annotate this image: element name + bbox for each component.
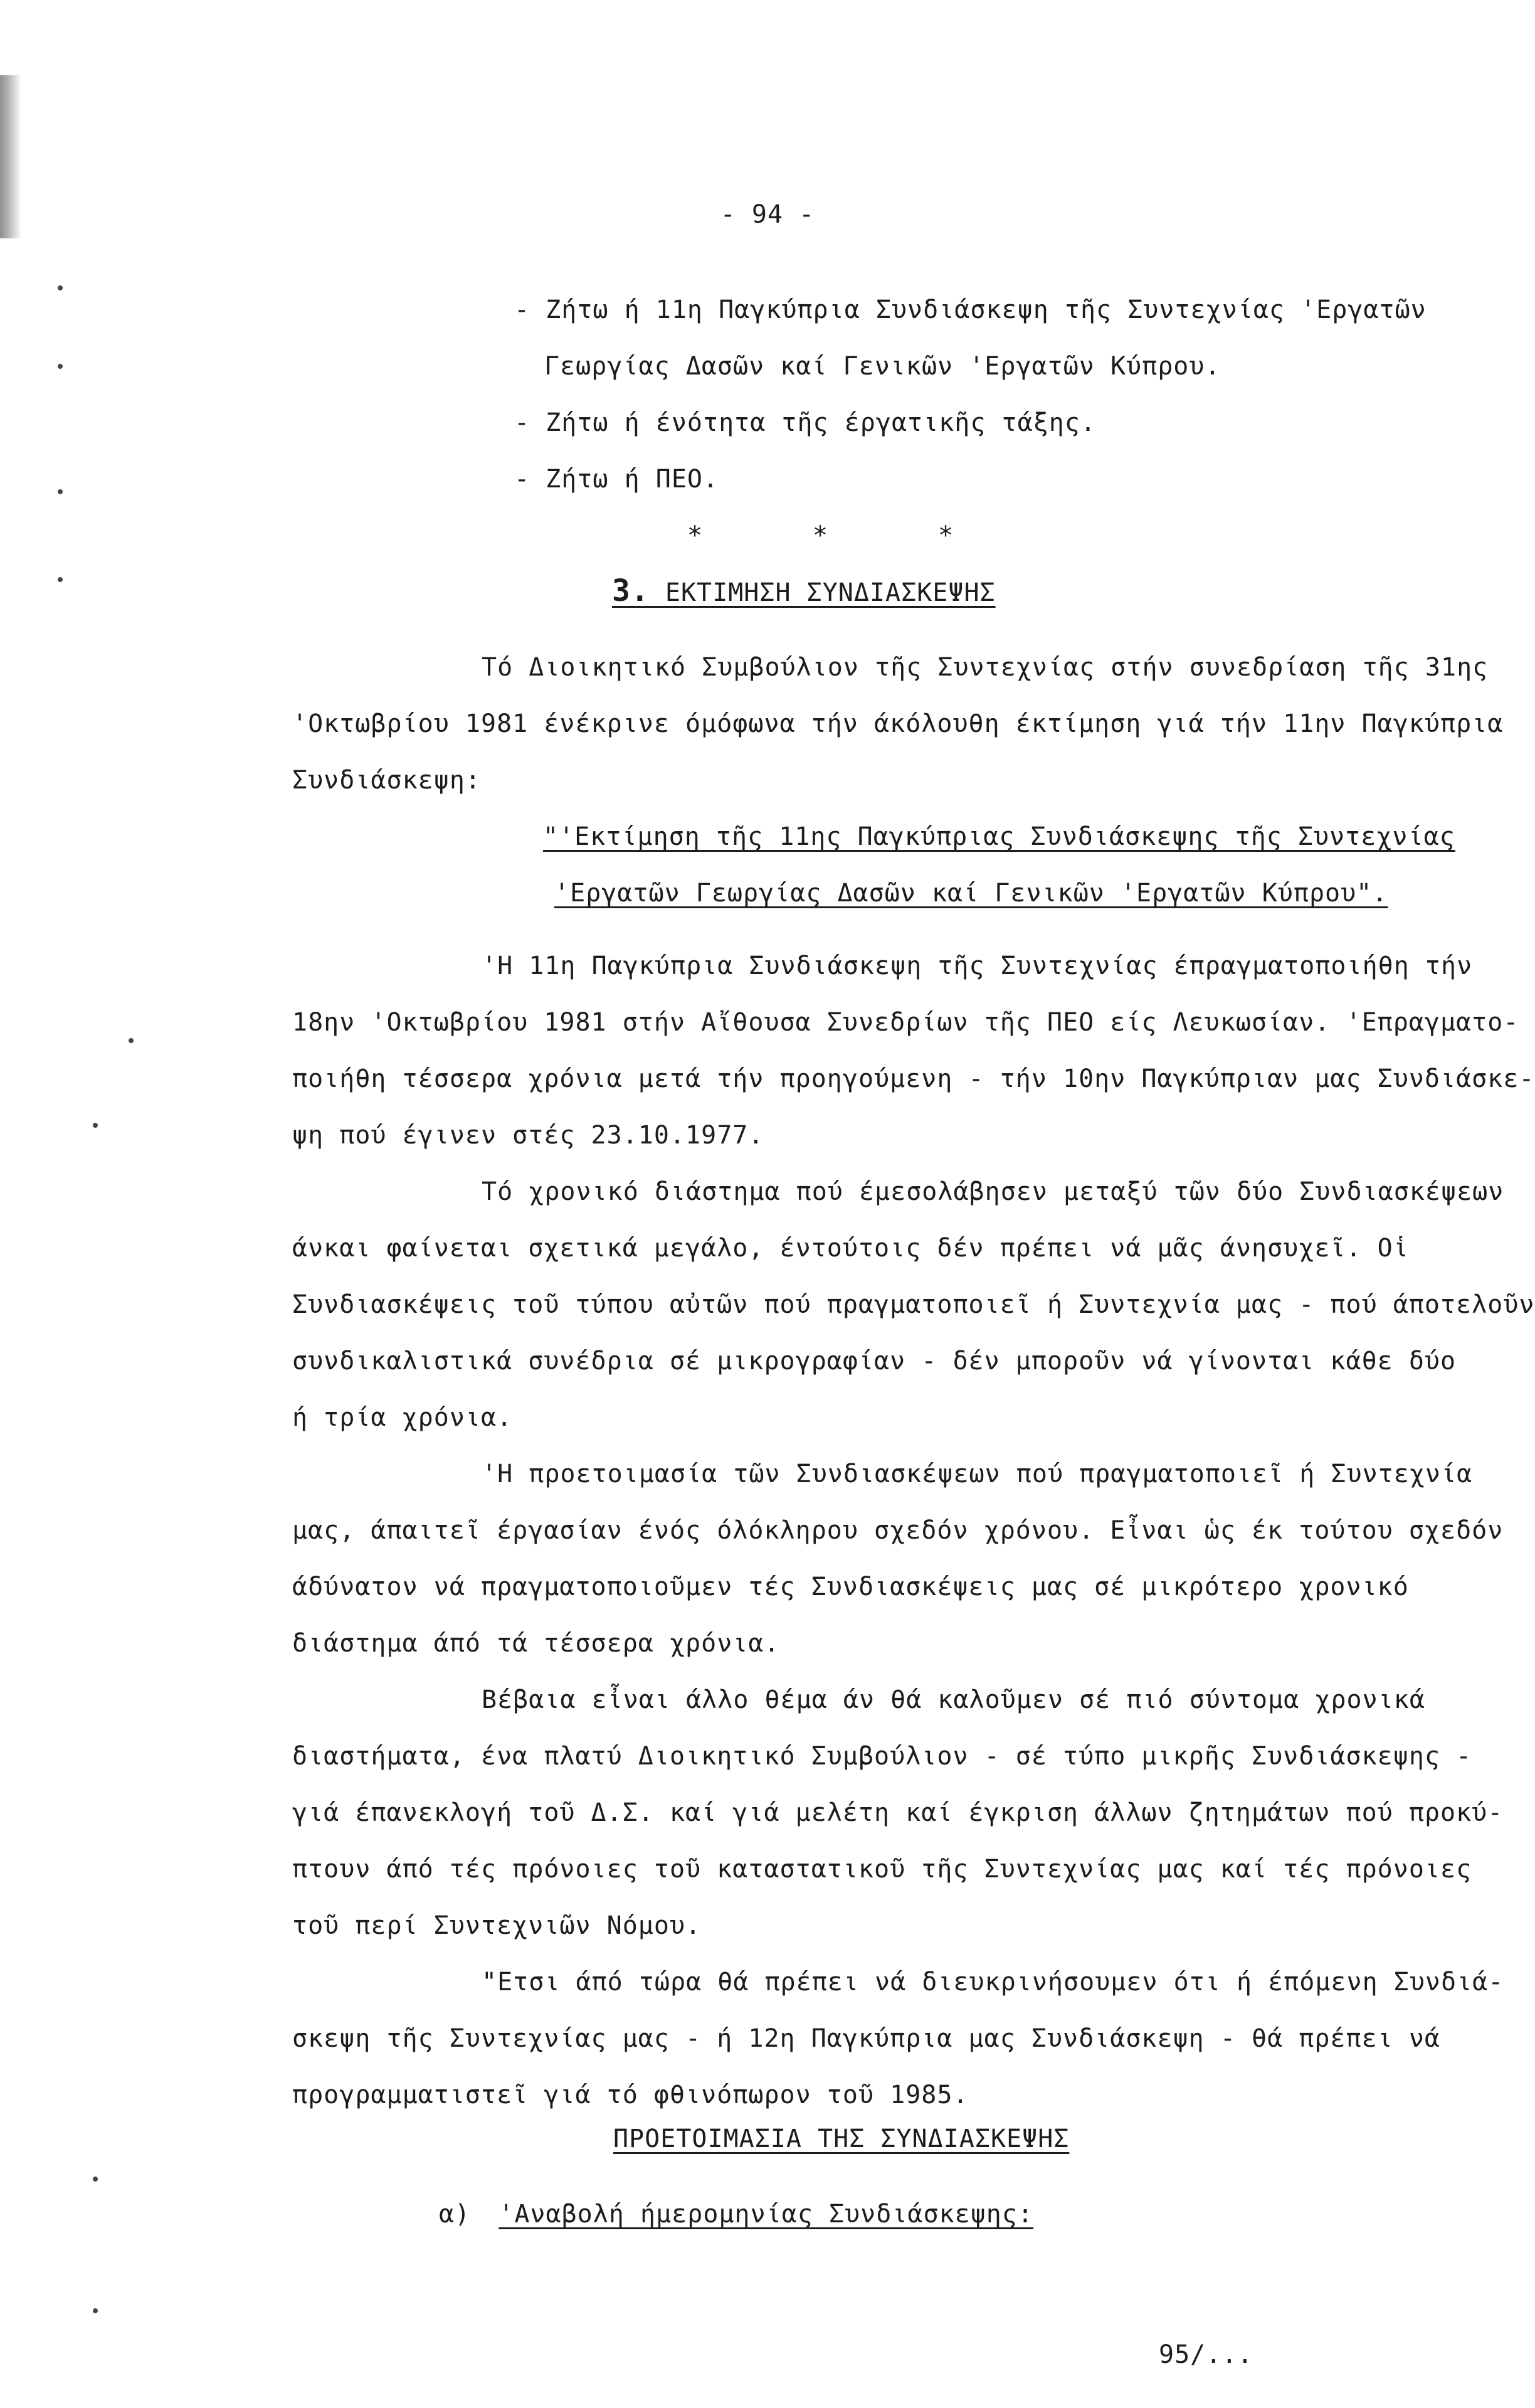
paragraph-line: Βέβαια εἶναι άλλο θέμα άν θά καλοῦμεν σέ πιό σύντομα χρονικά <box>482 1685 1425 1714</box>
scan-speck <box>129 1038 134 1043</box>
paragraph-line: ή τρία χρόνια. <box>292 1403 513 1432</box>
star-glyph: * <box>812 521 828 550</box>
paragraph-line: Συνδιασκέψεις τοῦ τύπου αὐτῶν πού πραγματοποιεῖ ή Συντεχνία μας - πού άποτελοῦν <box>292 1290 1535 1319</box>
paragraph-line: τοῦ περί Συντεχνιῶν Νόμου. <box>292 1911 702 1940</box>
paragraph-line: 'Η προετοιμασία τῶν Συνδιασκέψεων πού πραγματοποιεῖ ή Συντεχνία <box>482 1460 1473 1488</box>
paragraph-line: πτουν άπό τές πρόνοιες τοῦ καταστατικοῦ τῆς Συντεχνίας μας καί τές πρόνοιες <box>292 1855 1472 1884</box>
paragraph-line: γιά έπανεκλογή τοῦ Δ.Σ. καί γιά μελέτη καί έγκριση άλλων ζητημάτων πού προκύ- <box>292 1798 1504 1827</box>
slogan-line: - Ζήτω ή ένότητα τῆς έργατικῆς τάξης. <box>514 408 1097 437</box>
star-glyph: * <box>937 521 954 550</box>
paragraph-line: 18ην 'Οκτωβρίου 1981 στήν Αἴθουσα Συνεδρίων τῆς ΠΕΟ είς Λευκωσίαν. 'Επραγματο- <box>292 1008 1519 1037</box>
scan-speck <box>58 489 63 494</box>
paragraph-line: συνδικαλιστικά συνέδρια σέ μικρογραφίαν - δέν μποροῦν νά γίνονται κάθε δύο <box>292 1347 1457 1376</box>
paragraph-line: διάστημα άπό τά τέσσερα χρόνια. <box>292 1629 780 1658</box>
slogan-line: - Ζήτω ή 11η Παγκύπρια Συνδιάσκεψη τῆς Συντεχνίας 'Εργατῶν <box>514 295 1427 324</box>
list-item-label: 'Αναβολή ήμερομηνίας Συνδιάσκεψης: <box>498 2200 1034 2229</box>
continuation-marker: 95/... <box>1159 2340 1253 2369</box>
paragraph-line: ποιήθη τέσσερα χρόνια μετά τήν προηγούμενη - τήν 10ην Παγκύπριαν μας Συνδιάσκε- <box>292 1064 1535 1093</box>
list-item-a <box>439 2202 1033 2227</box>
paragraph-line: Τό χρονικό διάστημα πού έμεσολάβησεν μεταξύ τῶν δύο Συνδιασκέψεων <box>482 1177 1504 1206</box>
section-heading <box>612 573 996 608</box>
intro-line: Συνδιάσκεψη: <box>292 766 481 795</box>
scan-speck <box>58 577 63 582</box>
paragraph-line: άνκαι φαίνεται σχετικά μεγάλο, έντούτοις δέν πρέπει νά μᾶς άνησυχεῖ. Οἱ <box>292 1234 1409 1263</box>
page-number: - 94 - <box>720 200 815 229</box>
scan-speck <box>93 2308 98 2313</box>
subheading: ΠΡΟΕΤΟΙΜΑΣΙΑ ΤΗΣ ΣΥΝΔΙΑΣΚΕΨΗΣ <box>613 2124 1070 2153</box>
star-glyph: * <box>687 521 703 550</box>
scan-speck <box>93 2177 98 2182</box>
slogan-line: Γεωργίας Δασῶν καί Γενικῶν 'Εργατῶν Κύπρου. <box>544 352 1221 381</box>
paragraph-line: μας, άπαιτεῖ έργασίαν ένός όλόκληρου σχεδόν χρόνου. Εἶναι ὡς έκ τούτου σχεδόν <box>292 1516 1504 1545</box>
section-number: 3. <box>612 573 650 608</box>
scan-speck <box>58 364 63 369</box>
slogan-line: - Ζήτω ή ΠΕΟ. <box>514 465 719 494</box>
section-separator-stars <box>632 523 1008 548</box>
paragraph-line: ψη πού έγινεν στές 23.10.1977. <box>292 1121 764 1150</box>
scan-speck <box>93 1123 98 1128</box>
section-title: ΕΚΤΙΜΗΣΗ ΣΥΝΔΙΑΣΚΕΨΗΣ <box>665 578 996 607</box>
intro-line: Τό Διοικητικό Συμβούλιον τῆς Συντεχνίας στήν συνεδρίαση τῆς 31ης <box>482 653 1489 682</box>
paragraph-line: "Ετσι άπό τώρα θά πρέπει νά διευκρινήσουμεν ότι ή έπόμενη Συνδιά- <box>482 1968 1504 1997</box>
paragraph-line: άδύνατον νά πραγματοποιοῦμεν τές Συνδιασκέψεις μας σέ μικρότερο χρονικό <box>292 1573 1409 1601</box>
paragraph-line: προγραμματιστεῖ γιά τό φθινόπωρον τοῦ 1985. <box>292 2081 969 2109</box>
intro-line: 'Οκτωβρίου 1981 ένέκρινε όμόφωνα τήν άκόλουθη έκτίμηση γιά τήν 11ην Παγκύπρια <box>292 709 1504 738</box>
quote-title-line: 'Εργατῶν Γεωργίας Δασῶν καί Γενικῶν 'Εργατῶν Κύπρου". <box>554 879 1388 908</box>
paragraph-line: 'Η 11η Παγκύπρια Συνδιάσκεψη τῆς Συντεχνίας έπραγματοποιήθη τήν <box>482 952 1473 980</box>
scan-speck <box>58 285 63 290</box>
list-marker: α) <box>439 2200 471 2229</box>
quote-title-line: "'Εκτίμηση τῆς 11ης Παγκύπριας Συνδιάσκεψης τῆς Συντεχνίας <box>543 822 1455 851</box>
paragraph-line: σκεψη τῆς Συντεχνίας μας - ή 12η Παγκύπρια μας Συνδιάσκεψη - θά πρέπει νά <box>292 2024 1440 2053</box>
paragraph-line: διαστήματα, ένα πλατύ Διοικητικό Συμβούλιον - σέ τύπο μικρῆς Συνδιάσκεψης - <box>292 1742 1472 1771</box>
